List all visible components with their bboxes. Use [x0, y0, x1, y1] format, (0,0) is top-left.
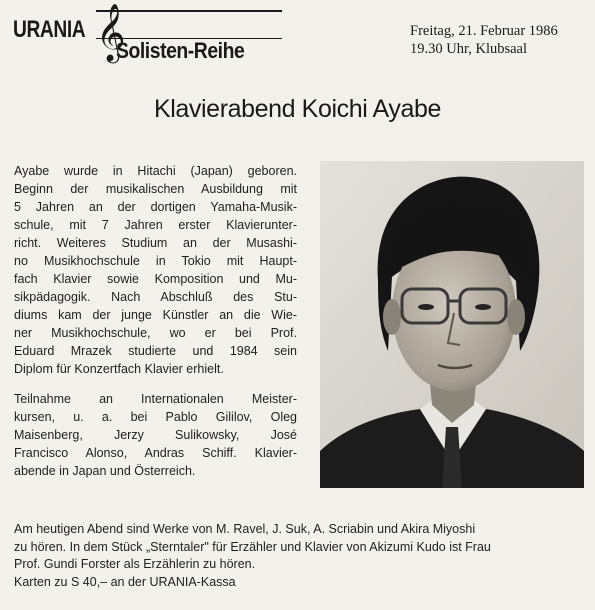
artist-portrait-photo — [320, 161, 584, 488]
text-line: richt. Weiteres Studium an der Musashi- — [14, 236, 297, 250]
event-date: Freitag, 21. Februar 1986 — [410, 23, 558, 39]
program-notes — [14, 521, 586, 591]
text-line: 5 Jahren an der dortigen Yamaha-Musik- — [14, 200, 297, 214]
text-line: fach Klavier sowie Komposition und Mu- — [14, 272, 297, 286]
urania-logo: URANIA — [13, 16, 86, 43]
text-line: schule, mit 7 Jahren erster Klavierunter- — [14, 218, 297, 232]
text-line: Teilnahme an Internationalen Meister- — [14, 392, 297, 406]
text-line: zu hören. In dem Stück „Sterntaler" für Erzähler und Klavier von Akizumi Kudo ist Frau — [14, 539, 491, 554]
text-line: Eduard Mrazek studierte und 1984 sein — [14, 344, 297, 358]
page-title: Klavierabend Koichi Ayabe — [154, 95, 441, 123]
text-line: kursen, u. a. bei Pablo Gililov, Oleg — [14, 410, 297, 424]
treble-clef-icon: 𝄞 — [96, 3, 126, 61]
ticket-info: Karten zu S 40,– an der URANIA-Kassa — [14, 574, 236, 589]
series-title: Solisten-Reihe — [116, 38, 245, 63]
text-line: sikpädagogik. Nach Abschluß des Stu- — [14, 290, 297, 304]
text-line: Am heutigen Abend sind Werke von M. Ravel, J. Suk, A. Scriabin und Akira Miyoshi — [14, 522, 476, 536]
text-line: ner Musikhochschule, wo er bei Prof. — [14, 326, 297, 340]
text-line: Beginn der musikalischen Ausbildung mit — [14, 182, 297, 196]
event-time-place: 19.30 Uhr, Klubsaal — [410, 41, 528, 57]
text-line: Prof. Gundi Forster als Erzählerin zu hören. — [14, 557, 256, 572]
text-line: diums kam der junge Künstler an die Wie- — [14, 308, 297, 322]
text-line: no Musikhochschule in Tokio mit Haupt- — [14, 254, 297, 268]
text-line: abende in Japan und Österreich. — [14, 464, 196, 478]
biography-paragraph-2 — [14, 390, 297, 480]
text-line: Maisenberg, Jerzy Sulikowsky, José — [14, 428, 297, 442]
event-date-block — [410, 22, 558, 58]
text-line: Francisco Alonso, Andras Schiff. Klavier- — [14, 446, 297, 460]
biography-text — [14, 162, 297, 492]
text-line: Ayabe wurde in Hitachi (Japan) geboren. — [14, 164, 297, 178]
text-line: Diplom für Konzertfach Klavier erhielt. — [14, 362, 224, 376]
portrait-drawing — [320, 161, 584, 488]
biography-paragraph-1 — [14, 162, 297, 378]
